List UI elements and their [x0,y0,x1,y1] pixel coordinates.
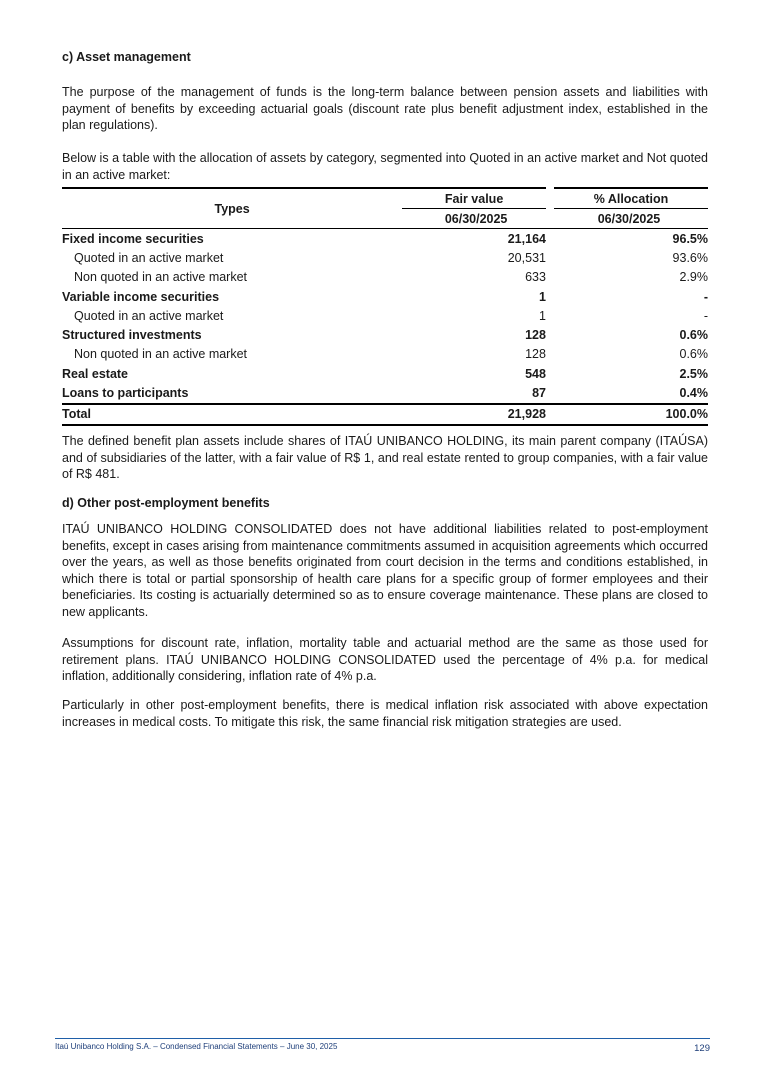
row-fair-value: 1 [539,289,546,304]
total-label: Total [62,404,402,425]
row-fair-value: 21,164 [507,231,546,246]
row-label: Fixed income securities [62,231,204,246]
col-header-types: Types [214,201,250,216]
row-allocation: 2.9% [679,270,708,285]
row-label: Non quoted in an active market [74,270,248,285]
row-label: Real estate [62,366,129,381]
row-allocation: 0.6% [679,328,708,343]
col-date-allocation: 06/30/2025 [597,211,661,226]
page-number: 129 [694,1043,710,1054]
section-d-paragraph-2: Assumptions for discount rate, inflation, mortality table and actuarial method are the same as those used for retirement plans. ITAÚ UNIBANCO HOLDING CONSOLIDATED used the percentage of 4% p.a. for medical inflation, additionally considering, inflation rate of 4% p.a. [62,636,708,684]
section-c-paragraph-2: Below is a table with the allocation of assets by category, segmented into Quoted in an active market and Not quoted in an active market: [62,151,708,182]
total-fair-value: 21,928 [402,404,550,425]
row-label: Non quoted in an active market [74,347,248,362]
table-row [62,248,708,267]
asset-allocation-table [62,187,708,426]
row-allocation: 93.6% [672,250,708,265]
footer-rule [55,1038,710,1039]
plan-assets-note: The defined benefit plan assets include shares of ITAÚ UNIBANCO HOLDING, its main parent company (ITAÚSA) and of subsidiaries of the latter, with a fair value of R$ 1, and real estate rented to group companies, with a fair value of R$ 481. [62,434,708,482]
col-date-fair-value: 06/30/2025 [444,211,508,226]
section-c-heading: c) Asset management [62,50,191,64]
row-fair-value: 1 [539,308,546,323]
row-allocation: - [703,289,708,304]
table-row [62,229,708,249]
row-allocation: 96.5% [672,231,708,246]
row-allocation: 0.4% [679,386,708,401]
row-label: Variable income securities [62,289,220,304]
row-fair-value: 633 [525,270,546,285]
footer-title: Itaú Unibanco Holding S.A. – Condensed Financial Statements – June 30, 2025 [55,1042,338,1051]
table-total-row [62,404,708,425]
row-fair-value: 20,531 [507,250,546,265]
table-row [62,268,708,287]
total-allocation: 100.0% [550,404,708,425]
row-allocation: 2.5% [679,366,708,381]
section-d-heading: d) Other post-employment benefits [62,496,270,510]
table-row [62,383,708,403]
table-row [62,345,708,364]
section-d-paragraph-1: ITAÚ UNIBANCO HOLDING CONSOLIDATED does not have additional liabilities related to post-employment benefits, except in cases arising from maintenance commitments assumed in acquisition agreements which occurred over the years, as well as those benefits originated from court decision in the terms and conditions established, in which there is total or partial sponsorship of health care plans for a specific group of former employees and their beneficiaries. Its costing is actuarially determined so as to ensure coverage maintenance. These plans are closed to new applicants. [62,522,708,619]
row-label: Quoted in an active market [74,250,224,265]
row-fair-value: 87 [532,386,546,401]
row-fair-value: 548 [525,366,546,381]
section-c-paragraph-1: The purpose of the management of funds is the long-term balance between pension assets and liabilities with payment of benefits by exceeding actuarial goals (discount rate plus benefit adjustment index, established in the plan regulations). [62,85,708,133]
row-label: Loans to participants [62,386,189,401]
table-row [62,287,708,306]
row-fair-value: 128 [525,328,546,343]
row-allocation: - [703,308,708,323]
row-label: Quoted in an active market [74,308,224,323]
table-row [62,306,708,325]
section-d-paragraph-3: Particularly in other post-employment benefits, there is medical inflation risk associated with above expectation increases in medical costs. To mitigate this risk, the same financial risk mitigation strategies are used. [62,698,708,729]
table-row [62,364,708,383]
row-label: Structured investments [62,328,202,343]
col-header-fair-value: Fair value [402,188,550,209]
col-header-allocation: % Allocation [550,188,708,209]
row-allocation: 0.6% [679,347,708,362]
row-fair-value: 128 [525,347,546,362]
table-row [62,325,708,344]
